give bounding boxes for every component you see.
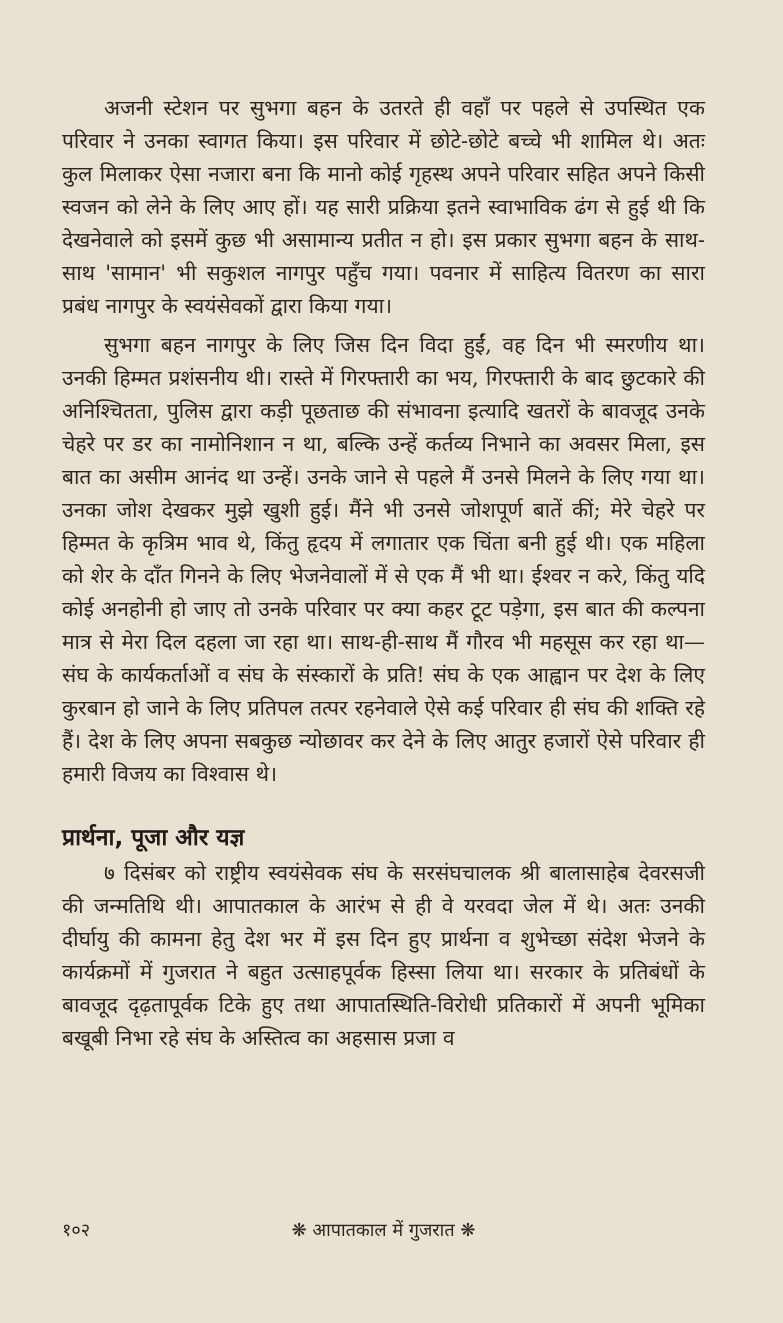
paragraph-departure: सुभगा बहन नागपुर के लिए जिस दिन विदा हुईं, वह दिन भी स्मरणीय था। उनकी हिम्मत प्रशंसनीय थी। रास्ते में गिरफ्तारी का भय, गिरफ्तारी के बाद छुटकारे की अनिश्चितता, पुलिस द्वारा कड़ी पूछताछ की संभावना इत्यादि खतरों के बावजूद उनके चेहरे पर डर का नामोनिशान न था, बल्कि उन्हें कर्तव्य निभाने का अवसर मिला, इस बात का असीम आनंद था उन्हें। उनके जाने से पहले मैं उनसे मिलने के लिए गया था। उनका जोश देखकर मुझे खुशी हुई। मैंने भी उनसे जोशपूर्ण बातें कीं; मेरे चेहरे पर हिम्मत के कृत्रिम भाव थे, किंतु हृदय में लगातार एक चिंता बनी हुई थी। एक महिला को शेर के दाँत गिनने के लिए भेजनेवालों में से एक मैं भी था। ईश्वर न करे, किंतु यदि कोई अनहोनी हो जाए तो उनके परिवार पर क्या कहर टूट पड़ेगा, इस बात की कल्पना मात्र से मेरा दिल दहला जा रहा था। साथ-ही-साथ मैं गौरव भी महसूस कर रहा था—संघ के कार्यकर्ताओं व संघ के संस्कारों के प्रति! संघ के एक आह्वान पर देश के लिए कुरबान हो जाने के लिए प्रतिपल तत्पर रहनेवाले ऐसे कई परिवार ही संघ की शक्ति रहे हैं। देश के लिए अपना सबकुछ न्योछावर कर देने के लिए आतुर हजारों ऐसे परिवार ही हमारी विजय का विश्वास थे। bbox=[62, 333, 705, 786]
section-heading: प्रार्थना, पूजा और यज्ञ bbox=[62, 825, 245, 851]
paragraph-birthday: ७ दिसंबर को राष्ट्रीय स्वयंसेवक संघ के सरसंघचालक श्री बालासाहेब देवरसजी की जन्मतिथि थी। आपातकाल के आरंभ से ही वे यरवदा जेल में थे। अतः उनकी दीर्घायु की कामना हेतु देश भर में इस दिन हुए प्रार्थना व शुभेच्छा संदेश भेजने के कार्यक्रमों में गुजरात ने बहुत उत्साहपूर्वक हिस्सा लिया था। सरकार के प्रतिबंधों के बावजूद दृढ़तापूर्वक टिके हुए तथा आपातस्थिति-विरोधी प्रतिकारों में अपनी भूमिका बखूबी निभा रहे संघ के अस्तित्व का अहसास प्रजा व bbox=[62, 861, 705, 1050]
page-number: १०२ bbox=[62, 1220, 91, 1241]
paragraph-arrival: अजनी स्टेशन पर सुभगा बहन के उतरते ही वहाँ पर पहले से उपस्थित एक परिवार ने उनका स्वागत किया। इस परिवार में छोटे-छोटे बच्चे भी शामिल थे। अतः कुल मिलाकर ऐसा नजारा बना कि मानो कोई गृहस्थ अपने परिवार सहित अपने किसी स्वजन को लेने के लिए आए हों। यह सारी प्रक्रिया इतने स्वाभाविक ढंग से हुई थी कि देखनेवाले को इसमें कुछ भी असामान्य प्रतीत न हो। इस प्रकार सुभगा बहन के साथ-साथ 'सामान' भी सकुशल नागपुर पहुँच गया। पवनार में साहित्य वितरण का सारा प्रबंध नागपुर के स्वयंसेवकों द्वारा किया गया। bbox=[62, 96, 705, 318]
running-title: ❋ आपातकाल में गुजरात ❋ bbox=[291, 1220, 476, 1241]
page-footer bbox=[62, 1218, 705, 1248]
